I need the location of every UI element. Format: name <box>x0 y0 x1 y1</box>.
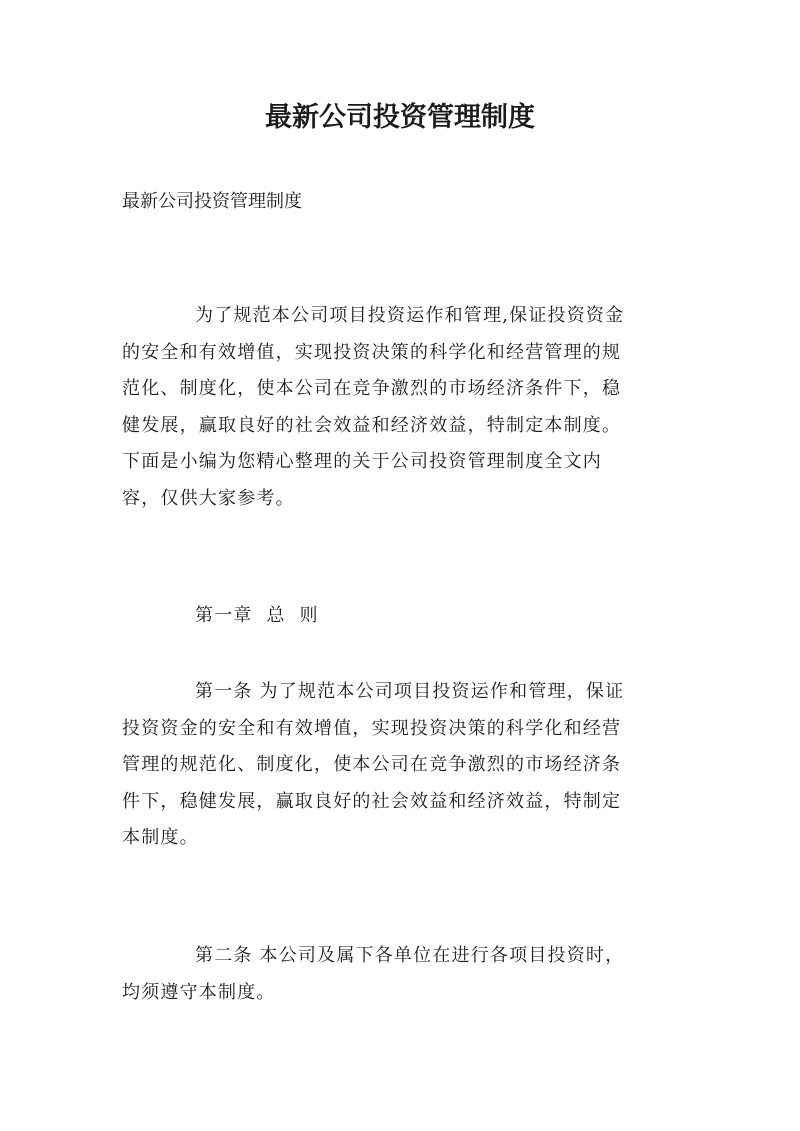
article-1-line: 本制度。 <box>122 827 199 848</box>
article-2-line: 第二条 本公司及属下各单位在进行各项目投资时， <box>195 945 625 966</box>
article-1-line: 件下，稳健发展，赢取良好的社会效益和经济效益，特制定 <box>122 790 622 812</box>
document-title: 最新公司投资管理制度 <box>265 102 535 133</box>
article-2-paragraph <box>122 938 694 1011</box>
intro-line: 范化、制度化，使本公司在竞争激烈的市场经济条件下，稳 <box>122 378 622 399</box>
article-1-line: 管理的规范化、制度化，使本公司在竞争激烈的市场经济条 <box>122 754 622 775</box>
article-1-paragraph <box>122 674 694 857</box>
article-1-line: 投资资金的安全和有效增值，实现投资决策的科学化和经营 <box>122 717 622 739</box>
document-subtitle: 最新公司投资管理制度 <box>122 191 302 212</box>
intro-line: 为了规范本公司项目投资运作和管理,保证投资资金 <box>195 305 625 326</box>
chapter-heading: 第一章 总 则 <box>195 605 319 626</box>
article-1-line: 第一条 为了规范本公司项目投资运作和管理，保证 <box>195 681 625 702</box>
intro-paragraph <box>122 298 694 517</box>
intro-line: 健发展，赢取良好的社会效益和经济效益，特制定本制度。 <box>122 414 622 436</box>
intro-line: 的安全和有效增值，实现投资决策的科学化和经营管理的规 <box>122 341 622 363</box>
intro-line: 下面是小编为您精心整理的关于公司投资管理制度全文内 <box>122 451 602 472</box>
article-2-line: 均须遵守本制度。 <box>122 981 276 1003</box>
intro-line: 容，仅供大家参考。 <box>122 487 295 509</box>
